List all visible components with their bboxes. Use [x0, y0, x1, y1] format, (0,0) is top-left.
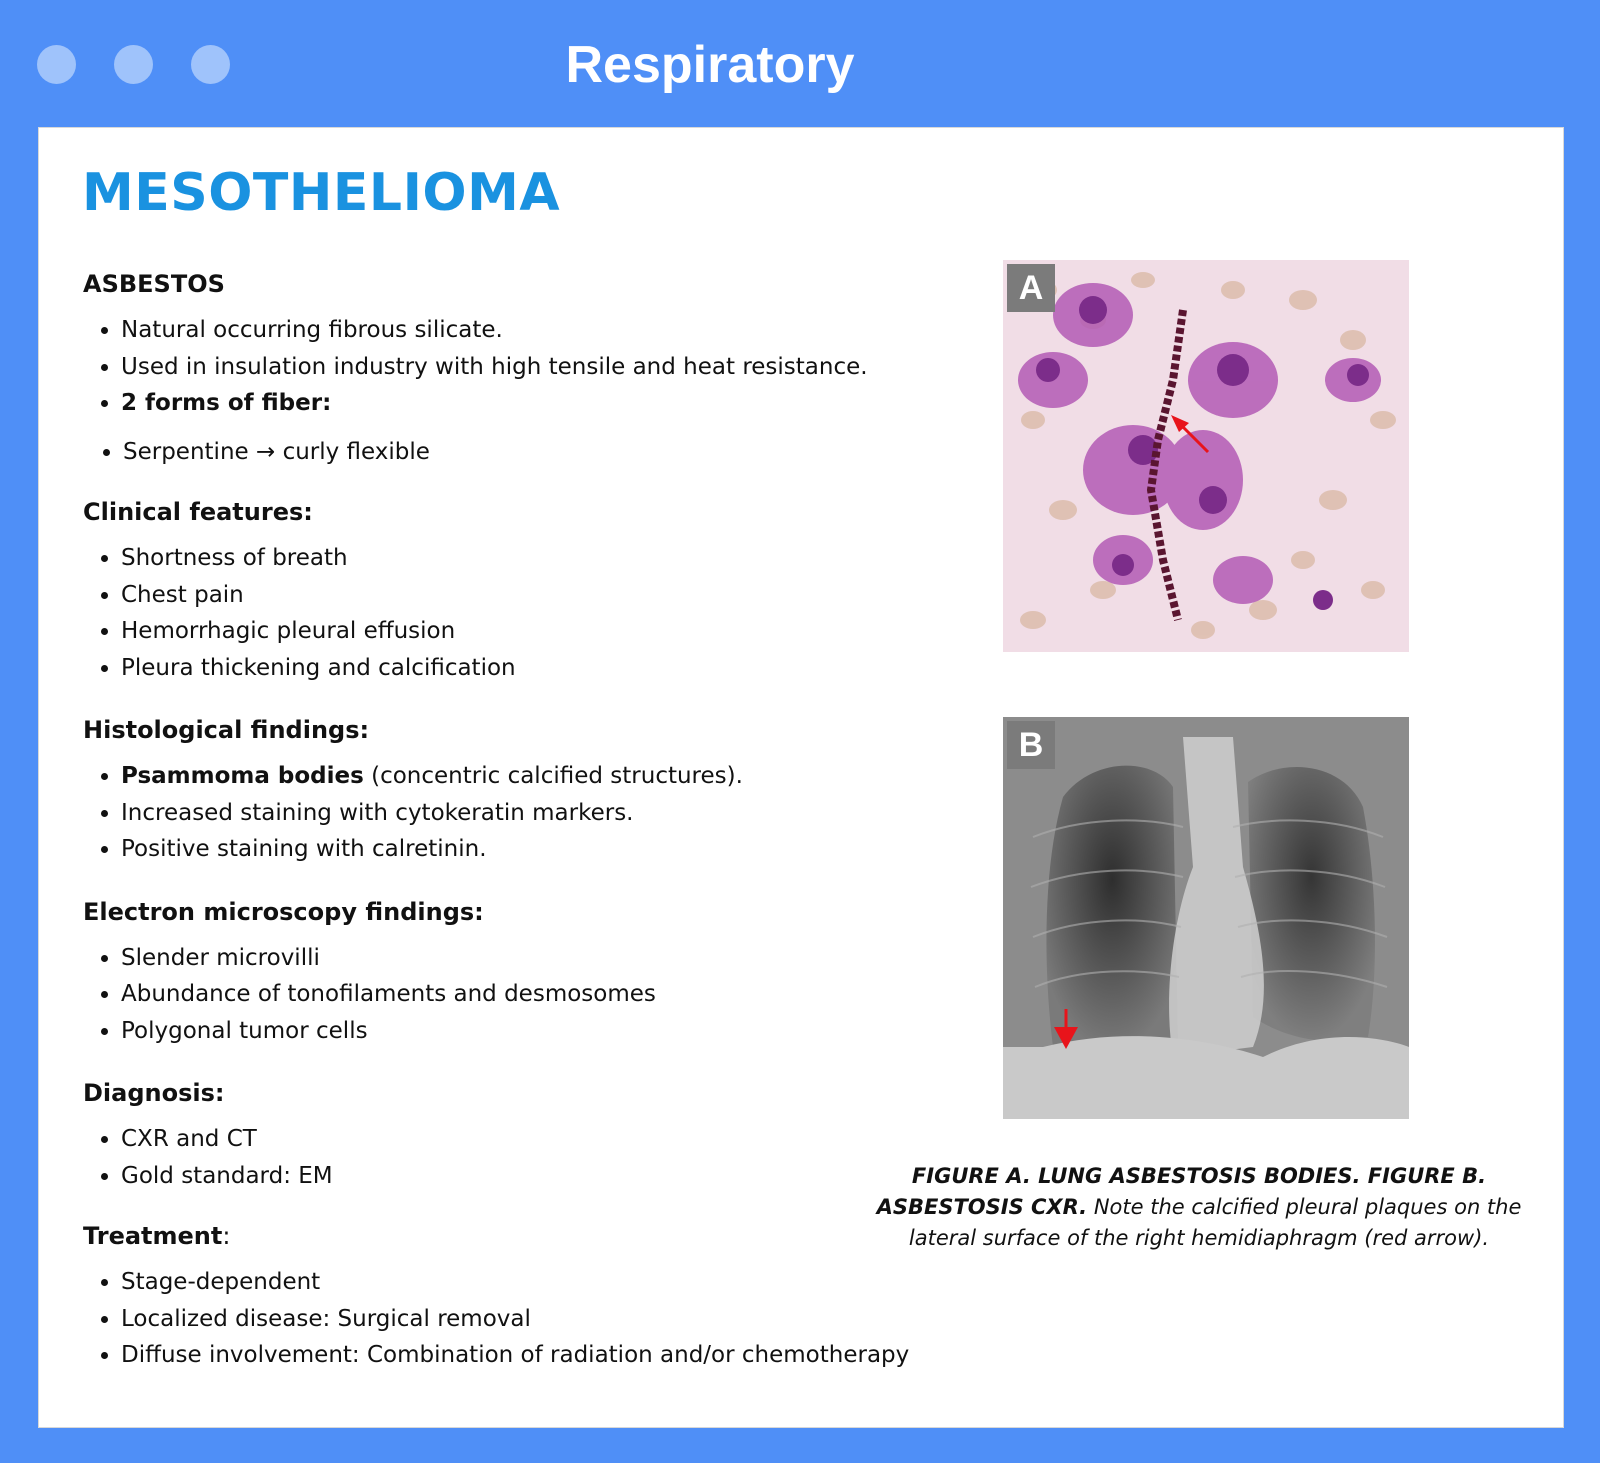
bold-term: Psammoma bodies	[121, 763, 364, 789]
section-heading: Clinical features:	[83, 498, 313, 526]
list-item: • Natural occurring fibrous silicate.	[121, 312, 913, 349]
list-item: • Abundance of tonofilaments and desmosomes	[121, 976, 913, 1013]
section-treatment	[83, 1220, 913, 1374]
list-item: • Hemorrhagic pleural effusion	[121, 613, 913, 650]
list-item: • CXR and CT	[121, 1121, 913, 1158]
section-heading: Electron microscopy findings:	[83, 897, 484, 926]
list-item: • Polygonal tumor cells	[121, 1013, 913, 1050]
list-item: • Gold standard: EM	[121, 1158, 913, 1195]
list-item: • Slender microvilli	[121, 940, 913, 977]
section-heading: Histological findings:	[83, 716, 370, 744]
section-histological-findings	[83, 714, 913, 868]
bullet-list	[83, 758, 913, 868]
list-item: • Pleura thickening and calcification	[121, 650, 913, 687]
list-item: • 2 forms of fiber:	[121, 385, 913, 422]
list-item: • Positive staining with calretinin.	[121, 831, 913, 868]
heading-text: Treatment	[83, 1222, 223, 1250]
bullet-list	[83, 312, 913, 422]
section-asbestos	[83, 268, 913, 470]
list-item: • Stage-dependent	[121, 1264, 913, 1301]
list-item	[121, 758, 913, 795]
list-item: • Localized disease: Surgical removal	[121, 1301, 913, 1338]
page-title: MESOTHELIOMA	[82, 163, 561, 223]
heading-colon: :	[222, 1222, 231, 1250]
term-description: (concentric calcified structures).	[363, 763, 743, 789]
section-electron-microscopy	[83, 896, 913, 1050]
caption-title: FIGURE A. LUNG ASBESTOSIS BODIES. FIGURE B. ASBESTOSIS CXR.	[876, 1164, 1487, 1219]
list-item: • Shortness of breath	[121, 540, 913, 577]
list-item: • Serpentine → curly flexible	[123, 434, 913, 471]
list-item: • Chest pain	[121, 577, 913, 614]
caption-note: Note the calcified pleural plaques on the lateral surface of the right hemidiaphragm (red arrow).	[908, 1195, 1522, 1250]
list-item: • Diffuse involvement: Combination of radiation and/or chemotherapy	[121, 1337, 913, 1374]
section-clinical-features	[83, 496, 913, 686]
section-heading: ASBESTOS	[83, 270, 225, 298]
figure-caption	[849, 1161, 1549, 1254]
bullet-list	[83, 1264, 913, 1374]
microscopy-illustration	[1003, 260, 1409, 652]
slide-content	[38, 127, 1564, 1428]
figure-b-label: B	[1007, 721, 1055, 769]
list-item: • Increased staining with cytokeratin markers.	[121, 795, 913, 832]
bullet-list	[83, 940, 913, 1050]
section-diagnosis	[83, 1077, 913, 1194]
section-heading	[83, 1220, 913, 1252]
figure-a-microscopy-image	[1003, 260, 1409, 652]
bullet-list	[83, 540, 913, 686]
list-item: • Used in insulation industry with high tensile and heat resistance.	[121, 349, 913, 386]
bullet-list	[83, 1121, 913, 1194]
text-column	[83, 268, 913, 1374]
window-titlebar	[0, 0, 1600, 127]
sub-bullet-list	[83, 434, 913, 471]
xray-illustration	[1003, 717, 1409, 1119]
window-title: Respiratory	[565, 36, 855, 94]
figure-b-chest-xray-image	[1003, 717, 1409, 1119]
section-heading: Diagnosis:	[83, 1079, 225, 1107]
figure-a-label: A	[1007, 264, 1055, 312]
